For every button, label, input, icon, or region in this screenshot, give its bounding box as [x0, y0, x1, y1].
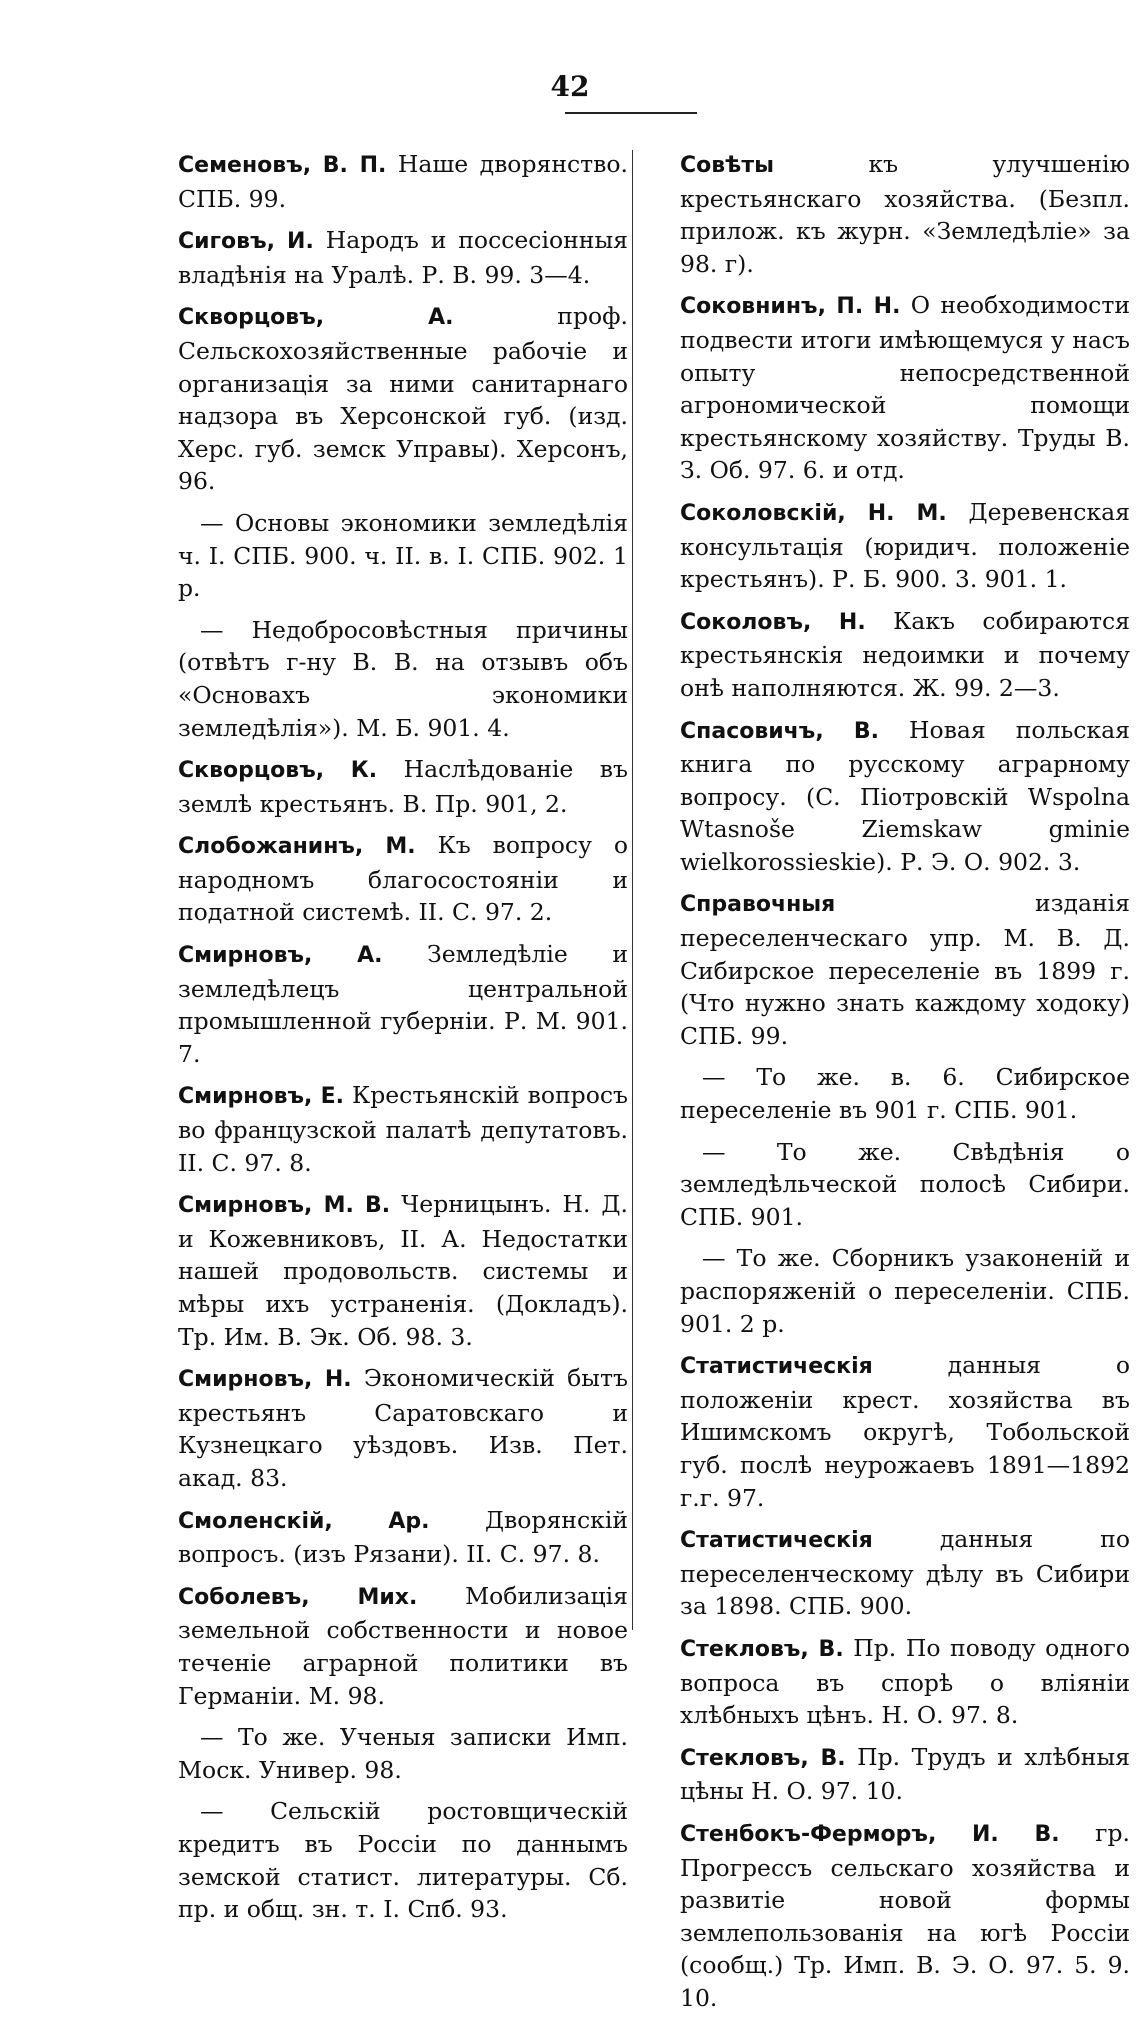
entry-author: Стекловъ, В.: [680, 1745, 846, 1771]
entry-text: данныя о положеніи крест. хозяйства въ Ишимскомъ округѣ, Тобольской губ. послѣ неурожаевъ 1891—1892 г.г. 97.: [680, 1351, 1130, 1512]
bibliography-entry: [178, 614, 628, 744]
bibliography-entry: [178, 1188, 628, 1353]
bibliography-entry: [680, 1817, 1130, 2015]
entry-author: Смоленскій, Ар.: [178, 1508, 430, 1534]
entry-text: — То же. Сборникъ узаконеній и распоряженій о переселеніи. СПБ. 901. 2 р.: [680, 1244, 1130, 1338]
entry-text: — Сельскій ростовщическій кредитъ въ Россіи по даннымъ земской статист. литературы. Сб. пр. и общ. зн. т. I. Спб. 93.: [178, 1797, 628, 1924]
entry-author: Справочныя: [680, 892, 836, 918]
entry-text: гр. Прогрессъ сельскаго хозяйства и развитіе новой формы землепользованія на югѣ Россіи (сообщ.) Тр. Имп. В. Э. О. 97. 5. 9. 10.: [680, 1818, 1130, 2012]
entry-author: Совѣты: [680, 153, 775, 178]
bibliography-entry: [680, 605, 1130, 705]
entry-text: къ улучшенію крестьянскаго хозяйства. (Безпл. прилож. къ журн. «Земледѣліе» за 98. г).: [680, 150, 1130, 278]
entry-text: Пр. Трудъ и хлѣбныя цѣны Н. О. 97. 10.: [680, 1742, 1130, 1806]
page-number: 42: [550, 70, 590, 103]
entry-text: — То же. Свѣдѣнія о земледѣльческой полосѣ Сибири. СПБ. 901.: [680, 1137, 1130, 1231]
bibliography-entry: [680, 289, 1130, 487]
bibliography-entry: [680, 1349, 1130, 1514]
bibliography-entry: [680, 714, 1130, 879]
entry-text: Наслѣдованіе въ землѣ крестьянъ. В. Пр. 901, 2.: [178, 755, 628, 818]
bibliography-entry: [178, 1795, 628, 1925]
bibliography-entry: [680, 148, 1130, 280]
bibliography-entry: [680, 1242, 1130, 1340]
entry-author: Смирновъ, А.: [178, 943, 383, 969]
bibliography-entry: [680, 887, 1130, 1052]
entry-text: — Недобросовѣстныя причины (отвѣтъ г-ну В. В. на отзывъ объ «Основахъ экономики земледѣлія»). М. Б. 901. 4.: [178, 615, 628, 742]
bibliography-entry: [178, 300, 628, 498]
entry-text: — То же. в. 6. Сибирское переселеніе въ 901 г. СПБ. 901.: [680, 1063, 1130, 1125]
entry-text: О необходимости подвести итоги имѣющемуся у насъ опыту непосредственной агрономической помощи крестьянскому хозяйству. Труды В. З. Об. 97. 6. и отд.: [680, 291, 1131, 485]
entry-text: Деревенская консультація (юридич. положеніе крестьянъ). Р. Б. 900. 3. 901. 1.: [680, 497, 1130, 594]
entry-text: Новая польская книга по русскому аграрному вопросу. (С. Піотровскій Wspolna Wtasnoše Ziemskaw gminie wielkorossieskie). Р. Э. О. 902. 3.: [680, 715, 1130, 876]
entry-author: Скворцовъ, А.: [178, 305, 454, 331]
entry-author: Стенбокъ-Ферморъ, И. В.: [680, 1821, 1060, 1847]
left-column: [178, 148, 628, 1935]
bibliography-entry: [680, 1061, 1130, 1126]
entry-text: — Основы экономики земледѣлія ч. I. СПБ. 900. ч. II. в. I. СПБ. 902. 1 р.: [178, 508, 628, 603]
bibliography-entry: [680, 1741, 1130, 1808]
entry-author: Стекловъ, В.: [680, 1636, 844, 1662]
entry-author: Спасовичъ, В.: [680, 718, 880, 744]
entry-author: Смирновъ, Е.: [178, 1084, 344, 1110]
column-divider: [632, 150, 633, 1630]
entry-author: Соболевъ, Мих.: [178, 1584, 418, 1610]
bibliography-entry: [178, 148, 628, 215]
bibliography-entry: [680, 1632, 1130, 1732]
bibliography-entry: [680, 496, 1130, 596]
entry-text: Наше дворянство. СПБ. 99.: [178, 150, 628, 213]
entry-text: Къ вопросу о народномъ благосостояніи и податной системѣ. II. С. 97. 2.: [178, 831, 628, 927]
entry-author: Смирновъ, Н.: [178, 1367, 352, 1393]
entry-text: изданія переселенческаго упр. М. В. Д. Сибирское переселеніе въ 1899 г. (Что нужно знать каждому ходоку) СПБ. 99.: [680, 889, 1130, 1050]
bibliography-entry: [178, 829, 628, 929]
entry-text: Пр. По поводу одного вопроса въ спорѣ о вліяніи хлѣбныхъ цѣнъ. Н. О. 97. 8.: [680, 1633, 1130, 1730]
entry-text: Крестьянскій вопросъ во французской палатѣ депутатовъ. II. С. 97. 8.: [178, 1081, 628, 1177]
entry-text: Какъ собираются крестьянскія недоимки и почему онѣ наполняются. Ж. 99. 2—3.: [680, 606, 1130, 702]
entry-text: Дворянскій вопросъ. (изъ Рязани). II. С. 97. 8.: [178, 1505, 628, 1569]
bibliography-entry: [680, 1136, 1130, 1234]
bibliography-entry: [178, 1721, 628, 1786]
entry-author: Соколовскій, Н. М.: [680, 500, 947, 526]
entry-text: Мобилизація земельной собственности и новое теченіе аграрной политики въ Германіи. М. 98.: [178, 1581, 628, 1710]
entry-author: Семеновъ, В. П.: [178, 153, 387, 178]
entry-text: данныя по переселенческому дѣлу въ Сибири за 1898. СПБ. 900.: [680, 1525, 1130, 1621]
bibliography-entry: [178, 1079, 628, 1179]
entry-text: Экономическій бытъ крестьянъ Саратовскаго и Кузнецкаго уѣздовъ. Изв. Пет. акад. 83.: [178, 1364, 628, 1492]
entry-author: Сиговъ, И.: [178, 229, 314, 255]
bibliography-entry: [178, 507, 628, 605]
bibliography-entry: [178, 938, 628, 1070]
entry-text: Земледѣліе и земледѣлецъ центральной промышленной губерніи. Р. М. 901. 7.: [178, 940, 628, 1068]
entry-author: Соколовъ, Н.: [680, 609, 866, 635]
entry-author: Слобожанинъ, М.: [178, 834, 416, 860]
bibliography-entry: [680, 1523, 1130, 1623]
entry-text: проф. Сельскохозяйственные рабочіе и организація за ними санитарнаго надзора въ Херсонской губ. (изд. Херс. губ. земск Управы). Херсонъ, 96.: [178, 302, 628, 496]
entry-author: Статистическія: [680, 1354, 873, 1380]
entry-author: Статистическія: [680, 1528, 873, 1554]
entry-text: Народъ и поссесіонныя владѣнія на Уралѣ. Р. В. 99. 3—4.: [178, 226, 628, 289]
entry-text: Черницынъ. Н. Д. и Кожевниковъ, II. А. Недостатки нашей продовольств. системы и мѣры ихъ устраненія. (Докладъ). Тр. Им. В. Эк. Об. 98. 3.: [178, 1190, 628, 1351]
entry-text: — То же. Ученыя записки Имп. Моск. Универ. 98.: [178, 1723, 628, 1784]
bibliography-entry: [178, 224, 628, 291]
right-column: [680, 148, 1130, 2023]
bibliography-entry: [178, 1504, 628, 1571]
bibliography-entry: [178, 1580, 628, 1712]
entry-author: Смирновъ, М. В.: [178, 1193, 391, 1219]
bibliography-entry: [178, 753, 628, 820]
page-number-rule: [565, 112, 697, 114]
bibliography-entry: [178, 1362, 628, 1494]
entry-author: Соковнинъ, П. Н.: [680, 294, 901, 320]
entry-author: Скворцовъ, К.: [178, 758, 378, 784]
